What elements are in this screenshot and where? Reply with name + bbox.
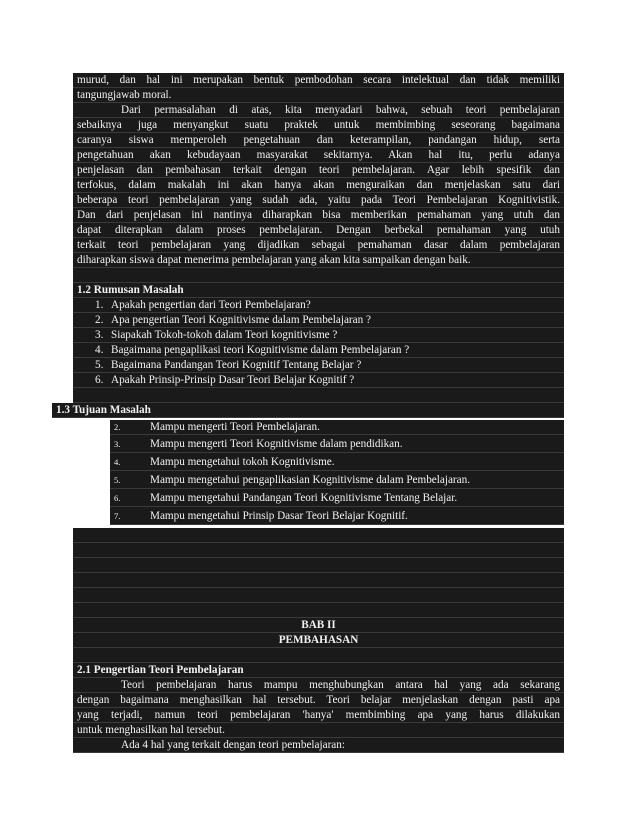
blank-line — [73, 528, 564, 543]
text-line: diharapkan siswa dapat menerima pembelajaran yang akan kita sampaikan dengan baik. — [73, 253, 564, 268]
intro-paragraph — [73, 73, 564, 298]
text-line: sebaiknya juga menyangkut suatu praktek untuk membimbing seseorang bagaimana — [73, 118, 564, 133]
text-line: murud, dan hal ini merupakan bentuk pembodohan secara intelektual dan tidak memiliki — [73, 73, 564, 88]
blank-line — [73, 588, 564, 603]
tujuan-heading: 1.3 Tujuan Masalah — [52, 403, 564, 418]
chapter-title: BAB II — [73, 618, 564, 633]
text-line: caranya siswa memperoleh pengetahuan dan keterampilan, pandangan hidup, serta — [73, 133, 564, 148]
list-item: 3. Mampu mengerti Teori Kognitivisme dalam pendidikan. — [110, 435, 564, 453]
blank-line — [73, 558, 564, 573]
list-item: 4. Mampu mengetahui tokoh Kognitivisme. — [110, 453, 564, 471]
text-line: terkait teori pembelajaran yang dijadikan sebagai pemahaman dasar dalam pembelajaran — [73, 238, 564, 253]
text-line: tangungjawab moral. — [73, 88, 564, 103]
text-line: terfokus, dalam makalah ini akan hanya akan menguraikan dan menjelaskan satu dari — [73, 178, 564, 193]
text-line: untuk menghasilkan hal tersebut. — [73, 723, 564, 738]
text-line: Dan dari penjelasan ini nantinya diharapkan bisa memberikan pemahaman yang utuh dan — [73, 208, 564, 223]
blank-line — [73, 388, 564, 403]
list-item: 2. Apa pengertian Teori Kognitivisme dalam Pembelajaran ? — [73, 313, 564, 328]
list-item: 7. Mampu mengetahui Prinsip Dasar Teori Belajar Kognitif. — [110, 507, 564, 525]
blank-line — [73, 268, 564, 283]
tujuan-list — [110, 420, 564, 525]
chapter-subtitle: PEMBAHASAN — [73, 633, 564, 648]
list-item: 2. Mampu mengerti Teori Pembelajaran. — [110, 420, 564, 435]
text-line: beberapa teori pembelajaran yang sudah ada, yaitu pada Teori Pembelajaran Kognitivistik. — [73, 193, 564, 208]
list-item: 4. Bagaimana pengaplikasi teori Kognitivisme dalam Pembelajaran ? — [73, 343, 564, 358]
text-line: Dari permasalahan di atas, kita menyadari bahwa, sebuah teori pembelajaran — [73, 103, 564, 118]
section-heading: 2.1 Pengertian Teori Pembelajaran — [73, 663, 564, 678]
list-item: 5. Bagaimana Pandangan Teori Kognitif Tentang Belajar ? — [73, 358, 564, 373]
blank-line — [73, 603, 564, 618]
blank-line — [73, 543, 564, 558]
text-line: pengetahuan akan kebudayaan masyarakat sekitarnya. Akan hal itu, perlu adanya — [73, 148, 564, 163]
list-item: 6. Apakah Prinsip-Prinsip Dasar Teori Belajar Kognitif ? — [73, 373, 564, 388]
blank-line — [73, 648, 564, 663]
list-item: 5. Mampu mengetahui pengaplikasian Kognitivisme dalam Pembelajaran. — [110, 471, 564, 489]
tujuan-heading-row — [52, 403, 564, 418]
list-item: 1. Apakah pengertian dari Teori Pembelajaran? — [73, 298, 564, 313]
text-line: dapat diterapkan dalam proses pembelajaran. Dengan berbekal pemahaman yang utuh — [73, 223, 564, 238]
text-line: Ada 4 hal yang terkait dengan teori pembelajaran: — [73, 738, 564, 753]
text-line: Teori pembelajaran harus mampu menghubungkan antara hal yang ada sekarang — [73, 678, 564, 693]
list-item: 3. Siapakah Tokoh-tokoh dalam Teori kognitivisme ? — [73, 328, 564, 343]
text-line: yang terjadi, namun teori pembelajaran 'hanya' membimbing apa yang harus dilakukan — [73, 708, 564, 723]
list-item: 6. Mampu mengetahui Pandangan Teori Kognitivisme Tentang Belajar. — [110, 489, 564, 507]
rumusan-heading: 1.2 Rumusan Masalah — [73, 283, 564, 298]
blank-line — [73, 573, 564, 588]
text-line: penjelasan dan pembahasan terkait dengan teori pembelajaran. Agar lebih spesifik dan — [73, 163, 564, 178]
rumusan-list — [73, 298, 564, 403]
text-line: dengan bagaimana menghasilkan hal tersebut. Teori belajar menjelaskan dengan pasti apa — [73, 693, 564, 708]
bab-block — [73, 528, 564, 753]
